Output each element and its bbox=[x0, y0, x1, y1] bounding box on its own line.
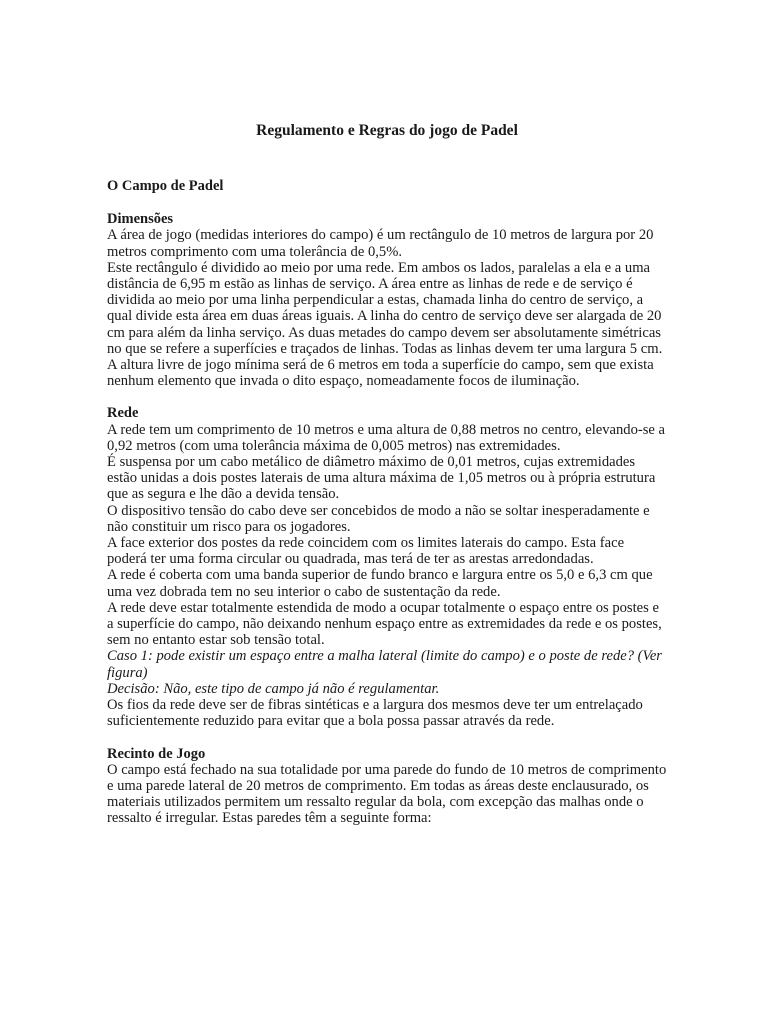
paragraph: A rede é coberta com uma banda superior de fundo branco e largura entre os 5,0 e 6,3 cm que uma vez dobrada tem no seu interior o cabo de sustentação da rede. bbox=[107, 567, 653, 600]
section-heading: Dimensões bbox=[107, 211, 174, 228]
paragraph: A área de jogo (medidas interiores do campo) é um rectângulo de 10 metros de largura por 20 metros comprimento com uma tolerância de 0,5%. bbox=[107, 227, 654, 260]
section-rede bbox=[107, 405, 667, 729]
paragraph: A rede deve estar totalmente estendida de modo a ocupar totalmente o espaço entre os postes e a superfície do campo, não deixando nenhum espaço entre as extremidades da rede e os postes, sem no entanto estar sob tensão total. bbox=[107, 599, 662, 649]
paragraph: Este rectângulo é dividido ao meio por uma rede. Em ambos os lados, paralelas a ela e a uma distância de 6,95 m estão as linhas de serviço. A área entre as linhas de rede e de serviço é dividida ao meio por uma linha perpendicular a estas, chamada linha do centro de serviço, a qual divide esta área em duas áreas iguais. A linha do centro de serviço deve ser alargada de 20 cm para além da linha serviço. As duas metades do campo devem ser absolutamente simétricas no que se refere a superfícies e traçados de linhas. Todas as linhas devem ter uma largura 5 cm. bbox=[107, 259, 663, 357]
paragraph: O dispositivo tensão do cabo deve ser concebidos de modo a não se soltar inesperadamente e não constituir um risco para os jogadores. bbox=[107, 502, 650, 535]
paragraph: Caso 1: pode existir um espaço entre a malha lateral (limite do campo) e o poste de rede? (Ver figura) bbox=[107, 648, 662, 681]
document-page bbox=[107, 122, 667, 843]
paragraph: É suspensa por um cabo metálico de diâmetro máximo de 0,01 metros, cujas extremidades estão unidas a dois postes laterais de uma altura máxima de 1,05 metros ou à própria estrutura que as segura e lhe dão a devida tensão. bbox=[107, 454, 656, 503]
section-heading: Recinto de Jogo bbox=[107, 745, 206, 762]
paragraph: O campo está fechado na sua totalidade por uma parede do fundo de 10 metros de comprimento e uma parede lateral de 20 metros de comprimento. Em todas as áreas deste enclausurado, os materiais utilizados permitem um ressalto regular da bola, com excepção das malhas onde o ressalto é irregular. Estas paredes têm a seguinte forma: bbox=[107, 761, 667, 827]
section-dimensoes bbox=[107, 211, 667, 389]
sections-container bbox=[107, 211, 667, 826]
section-recinto-de-jogo bbox=[107, 746, 667, 827]
paragraph: A altura livre de jogo mínima será de 6 metros em toda a superfície do campo, sem que exista nenhum elemento que invada o dito espaço, nomeadamente focos de iluminação. bbox=[107, 357, 654, 390]
part-heading: O Campo de Padel bbox=[107, 178, 224, 194]
section-heading: Rede bbox=[107, 405, 139, 422]
paragraph: A rede tem um comprimento de 10 metros e uma altura de 0,88 metros no centro, elevando-se a 0,92 metros (com uma tolerância máxima de 0,005 metros) nas extremidades. bbox=[107, 421, 666, 454]
paragraph: A face exterior dos postes da rede coincidem com os limites laterais do campo. Esta face poderá ter uma forma circular ou quadrada, mas terá de ter as arestas arredondadas. bbox=[107, 535, 625, 568]
document-title: Regulamento e Regras do jogo de Padel bbox=[256, 122, 518, 139]
paragraph: Decisão: Não, este tipo de campo já não é regulamentar. bbox=[107, 680, 440, 697]
paragraph: Os fios da rede deve ser de fibras sintéticas e a largura dos mesmos deve ter um entrelaçado suficientemente reduzido para evitar que a bola possa passar através da rede. bbox=[107, 697, 643, 730]
